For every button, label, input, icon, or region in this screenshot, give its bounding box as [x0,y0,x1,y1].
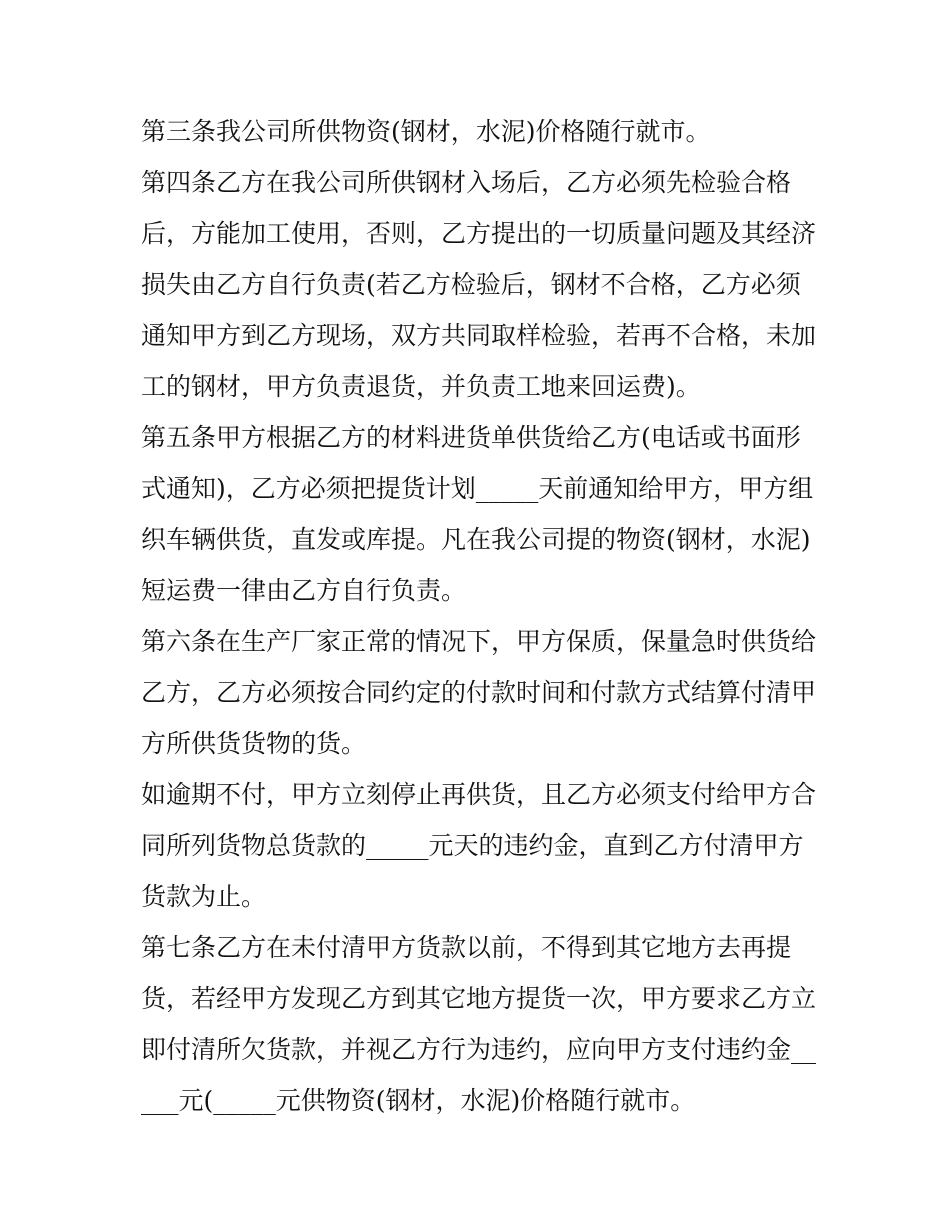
paragraph-article-4: 第四条乙方在我公司所供钢材入场后，乙方必须先检验合格后，方能加工使用，否则，乙方提出的一切质量问题及其经济损失由乙方自行负责(若乙方检验后，钢材不合格，乙方必须通知甲方到乙方现场，双方共同取样检验，若再不合格，未加工的钢材，甲方负责退货，并负责工地来回运费)。 [141,168,817,401]
paragraph-article-6: 第六条在生产厂家正常的情况下，甲方保质，保量急时供货给乙方，乙方必须按合同约定的付款时间和付款方式结算付清甲方所供货货物的货。 [141,627,817,758]
paragraph-article-7: 第七条乙方在未付清甲方货款以前，不得到其它地方去再提货，若经甲方发现乙方到其它地方提货一次，甲方要求乙方立即付清所欠货款，并视乙方行为违约，应向甲方支付违约金_____元(_____元供物资(钢材，水泥)价格随行就市。 [141,933,817,1115]
paragraph-article-5: 第五条甲方根据乙方的材料进货单供货给乙方(电话或书面形式通知)，乙方必须把提货计划_____天前通知给甲方，甲方组织车辆供货，直发或库提。凡在我公司提的物资(钢材，水泥)短运费一律由乙方自行负责。 [141,423,814,605]
paragraph-overdue-clause: 如逾期不付，甲方立刻停止再供货，且乙方必须支付给甲方合同所列货物总货款的_____元天的违约金，直到乙方付清甲方货款为止。 [141,780,817,911]
contract-text [141,106,818,1126]
paragraph-article-3: 第三条我公司所供物资(钢材，水泥)价格随行就市。 [141,117,711,146]
